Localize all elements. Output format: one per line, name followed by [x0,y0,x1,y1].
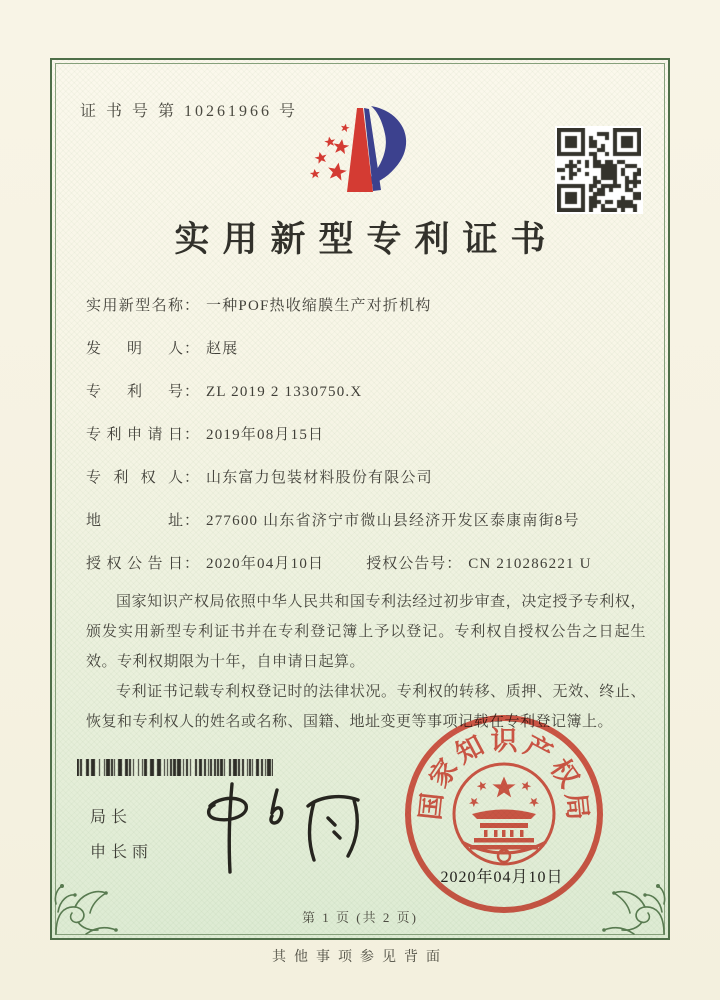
certificate-frame [50,58,670,940]
seal-char: 权 [544,753,585,793]
seal-char: 局 [560,791,593,822]
signatory-name: 申长雨 [90,844,154,861]
certificate-number: 证 书 号 第 10261966 号 [80,103,299,120]
national-emblem-icon [454,764,554,864]
field-label: 实用新型名称 [86,298,184,314]
field-label: 专利号 [86,384,184,400]
seal-char: 国 [415,791,448,822]
seal-char: 识 [490,726,518,756]
seal-char: 知 [450,729,489,770]
seal-char: 家 [423,753,464,793]
seal-char: 产 [519,729,558,770]
field-row-filing-date [86,422,652,448]
field-row-name [86,293,652,319]
field-value: 一种POF热收缩膜生产对折机构 [206,298,432,314]
field-value: 2020年04月10日 [206,556,325,572]
signature-handwriting [180,772,390,882]
colon: ： [184,298,201,314]
field-value: CN 210286221 U [468,556,592,572]
fields-block [86,293,652,594]
colon: ： [184,556,201,572]
field-label: 专利权人 [86,470,184,486]
legal-paragraph-1: 国家知识产权局依照中华人民共和国专利法经过初步审查，决定授予专利权，颁发实用新型专利证书并在专利登记簿上予以登记。专利权自授权公告之日起生效。专利权期限为十年，自申请日起算。 [86,594,646,670]
field-label: 授权公告号 [366,556,447,572]
field-value: 2019年08月15日 [206,427,325,443]
colon: ： [184,341,201,357]
field-label: 发明人 [86,341,184,357]
colon: ： [184,470,201,486]
field-value: ZL 2019 2 1330750.X [206,384,363,400]
colon: ： [184,384,201,400]
field-label: 授权公告日 [86,556,184,572]
legal-paragraph-2: 专利证书记载专利权登记时的法律状况。专利权的转移、质押、无效、终止、恢复和专利权人的姓名或名称、国籍、地址变更等事项记载在专利登记簿上。 [86,684,646,730]
field-value: 赵展 [206,341,239,357]
field-label: 地址 [86,513,184,529]
seal-date: 2020年04月10日 [440,869,564,886]
corner-flourish-icon [598,868,672,942]
certificate-title: 实用新型专利证书 [174,220,559,259]
colon: ： [184,427,201,443]
corner-flourish-icon [48,868,122,942]
signatory-title: 局长 [90,809,133,826]
field-value: 山东富力包装材料股份有限公司 [206,470,433,486]
field-label: 专利申请日 [86,427,184,443]
field-row-address [86,508,652,534]
back-note: 其他事项参见背面 [272,950,448,965]
signatory-block [90,804,153,874]
field-row-patentee [86,465,652,491]
field-row-inventor [86,336,652,362]
page-number: 第 1 页 (共 2 页) [302,910,418,925]
qr-code [555,126,643,214]
cnipa-logo-icon [285,100,427,212]
colon: ： [446,556,463,572]
colon: ： [184,513,201,529]
field-value: 277600 山东省济宁市微山县经济开发区泰康南街8号 [206,513,580,529]
field-row-patent-no [86,379,652,405]
field-row-grant [86,551,652,577]
